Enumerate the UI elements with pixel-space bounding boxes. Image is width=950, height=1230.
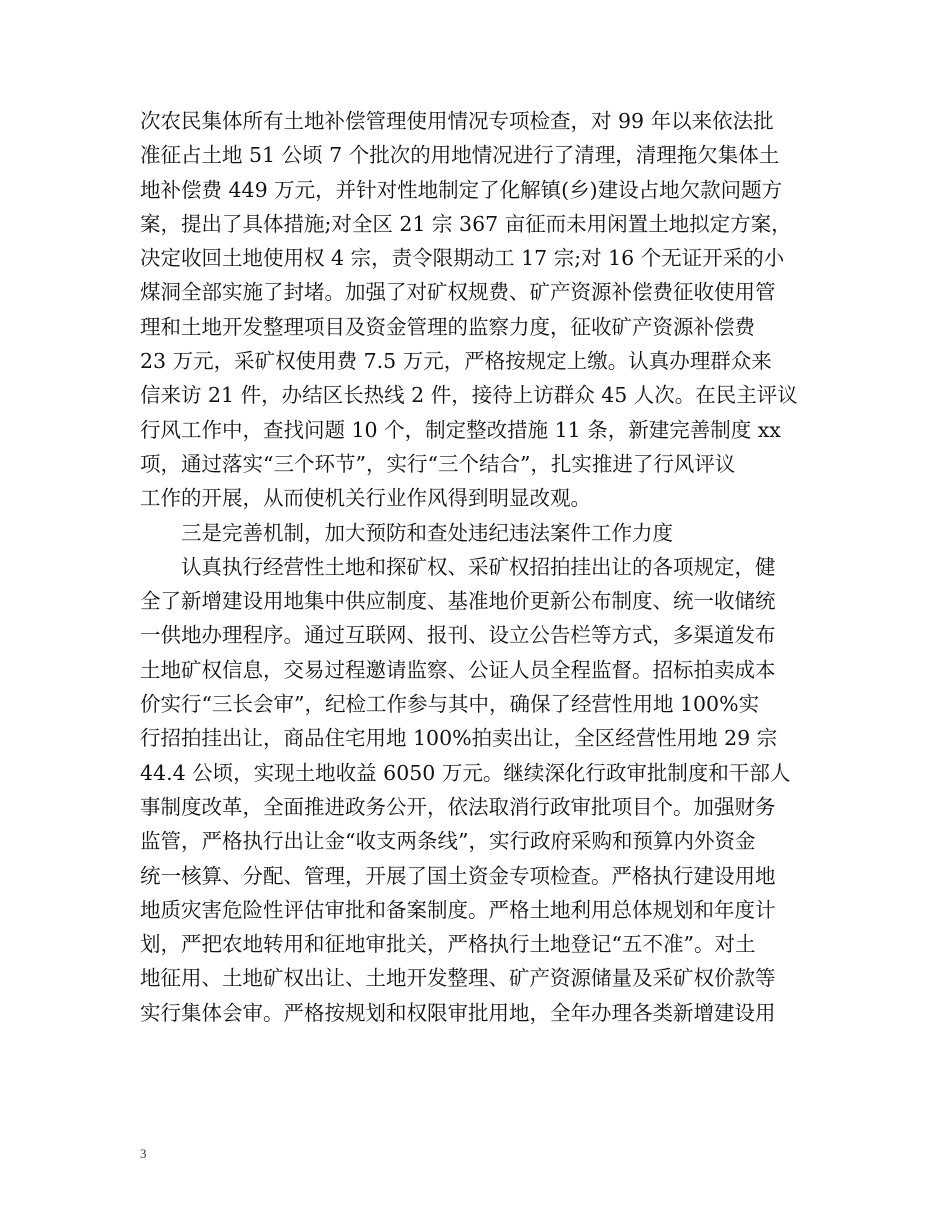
- text-line: 认真执行经营性土地和探矿权、采矿权招拍挂出让的各项规定，健: [140, 554, 776, 579]
- text-line: 划，严把农地转用和征地审批关，严格执行土地登记“五不准”。对土: [140, 932, 756, 957]
- text-line: 一供地办理程序。通过互联网、报刊、设立公告栏等方式，多渠道发布: [140, 623, 776, 648]
- text-line: 工作的开展，从而使机关行业作风得到明显改观。: [140, 486, 591, 511]
- text-line: 信来访 21 件，办结区长热线 2 件，接待上访群众 45 人次。在民主评议: [140, 383, 798, 408]
- text-line: 统一核算、分配、管理，开展了国土资金专项检查。严格执行建设用地: [140, 863, 776, 888]
- text-line: 决定收回土地使用权 4 宗，责令限期动工 17 宗;对 16 个无证开采的小: [140, 246, 785, 271]
- text-line: 行招拍挂出让，商品住宅用地 100%拍卖出让，全区经营性用地 29 宗: [140, 726, 778, 751]
- page-number: 3: [140, 1146, 147, 1161]
- text-line: 监管，严格执行出让金“收支两条线”，实行政府采购和预算内外资金: [140, 829, 756, 854]
- text-line: 地征用、土地矿权出让、土地开发整理、矿产资源储量及采矿权价款等: [140, 966, 776, 991]
- body-text: [140, 104, 816, 1030]
- text-line: 案，提出了具体措施;对全区 21 宗 367 亩征而未用闲置土地拟定方案，: [140, 211, 792, 236]
- text-line: 理和土地开发整理项目及资金管理的监察力度，征收矿产资源补偿费: [140, 314, 755, 339]
- text-line: 44.4 公顷，实现土地收益 6050 万元。继续深化行政审批制度和干部人: [140, 760, 791, 785]
- text-line: 土地矿权信息，交易过程邀请监察、公证人员全程监督。招标拍卖成本: [140, 657, 776, 682]
- text-line: 次农民集体所有土地补偿管理使用情况专项检查，对 99 年以来依法批: [140, 109, 774, 133]
- text-line: 准征占土地 51 公顷 7 个批次的用地情况进行了清理，清理拖欠集体土: [140, 143, 780, 168]
- text-line: 煤洞全部实施了封堵。加强了对矿权规费、矿产资源补偿费征收使用管: [140, 280, 776, 305]
- text-line: 项，通过落实“三个环节”，实行“三个结合”，扎实推进了行风评议: [140, 451, 736, 476]
- text-line: 23 万元，采矿权使用费 7.5 万元，严格按规定上缴。认真办理群众来: [140, 349, 772, 374]
- text-line: 事制度改革，全面推进政务公开，依法取消行政审批项目个。加强财务: [140, 794, 776, 819]
- section-heading: 三是完善机制，加大预防和查处违纪违法案件工作力度: [140, 520, 673, 545]
- text-line: 地质灾害危险性评估审批和备案制度。严格土地利用总体规划和年度计: [140, 897, 776, 922]
- text-line: 价实行“三长会审”，纪检工作参与其中，确保了经营性用地 100%实: [140, 692, 760, 717]
- text-line: 行风工作中，查找问题 10 个，制定整改措施 11 条，新建完善制度 xx: [140, 417, 781, 442]
- text-line: 全了新增建设用地集中供应制度、基准地价更新公布制度、统一收储统: [140, 589, 776, 614]
- text-line: 实行集体会审。严格按规划和权限审批用地，全年办理各类新增建设用: [140, 1000, 776, 1025]
- text-line: 地补偿费 449 万元，并针对性地制定了化解镇(乡)建设占地欠款问题方: [140, 177, 783, 202]
